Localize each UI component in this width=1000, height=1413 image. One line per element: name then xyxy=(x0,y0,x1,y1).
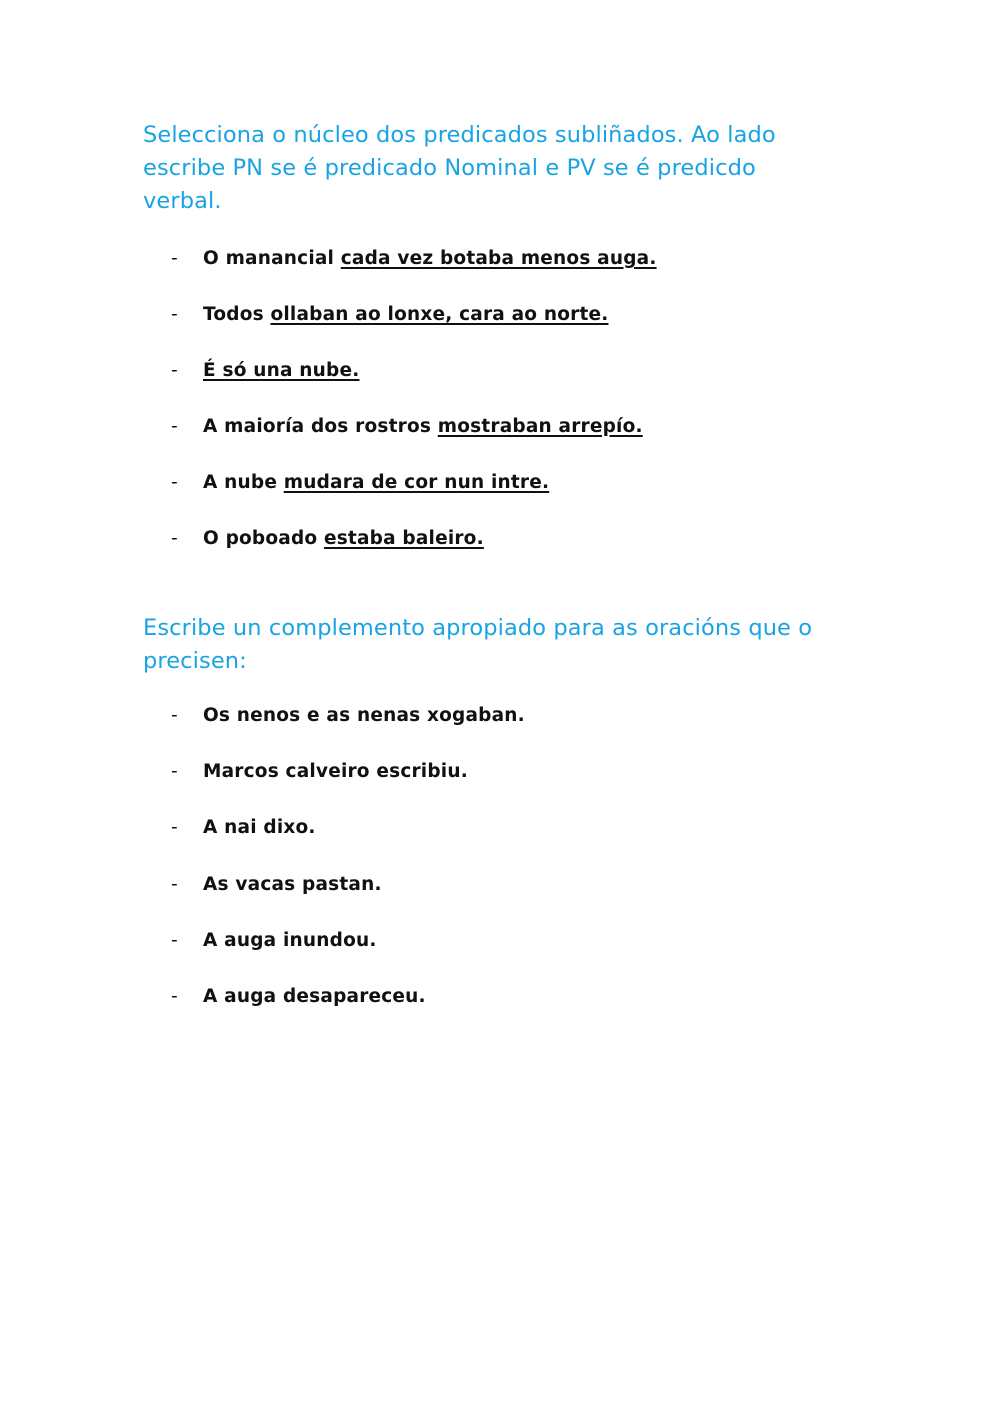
list-dash: - xyxy=(171,416,178,437)
sentence-text: A auga desapareceu. xyxy=(203,986,426,1007)
underlined-predicate: mudara de cor nun intre. xyxy=(283,472,550,493)
underlined-predicate: É só una nube. xyxy=(203,360,360,381)
sentence-text: A auga inundou. xyxy=(203,930,377,951)
list-dash: - xyxy=(171,817,178,838)
list-dash: - xyxy=(171,528,178,549)
list-item xyxy=(0,817,1000,845)
list-dash: - xyxy=(171,248,178,269)
sentence-text: A nai dixo. xyxy=(203,817,316,838)
sentence-text: Os nenos e as nenas xogaban. xyxy=(203,705,525,726)
sentence-text: As vacas pastan. xyxy=(203,874,382,895)
list-item xyxy=(0,528,1000,556)
list-dash: - xyxy=(171,304,178,325)
list-item xyxy=(0,360,1000,388)
sentence-subject: A nube xyxy=(203,472,284,493)
list-dash: - xyxy=(171,874,178,895)
list-dash: - xyxy=(171,986,178,1007)
list-dash: - xyxy=(171,705,178,726)
underlined-predicate: mostraban arrepío. xyxy=(437,416,643,437)
list-dash: - xyxy=(171,360,178,381)
underlined-predicate: estaba baleiro. xyxy=(323,528,484,549)
list-item xyxy=(0,874,1000,902)
list-item xyxy=(0,705,1000,733)
sentence-subject: O manancial xyxy=(203,248,341,269)
list-item xyxy=(0,930,1000,958)
list-item xyxy=(0,761,1000,789)
exercise-1-heading: Selecciona o núcleo dos predicados subliñados. Ao lado escribe PN se é predicado Nominal e PV se é predicdo verbal. xyxy=(143,122,776,214)
list-dash: - xyxy=(171,472,178,493)
list-dash: - xyxy=(171,930,178,951)
sentence-subject: Todos xyxy=(203,304,271,325)
sentence-subject: A maioría dos rostros xyxy=(203,416,438,437)
sentence-text: Marcos calveiro escribiu. xyxy=(203,761,468,782)
list-item xyxy=(0,986,1000,1014)
list-dash: - xyxy=(171,761,178,782)
list-item xyxy=(0,416,1000,444)
list-item xyxy=(0,304,1000,332)
underlined-predicate: ollaban ao lonxe, cara ao norte. xyxy=(270,304,609,325)
list-item xyxy=(0,248,1000,276)
exercise-2-heading: Escribe un complemento apropiado para as oracións que o precisen: xyxy=(143,615,813,674)
sentence-subject: O poboado xyxy=(203,528,324,549)
underlined-predicate: cada vez botaba menos auga. xyxy=(340,248,657,269)
list-item xyxy=(0,472,1000,500)
